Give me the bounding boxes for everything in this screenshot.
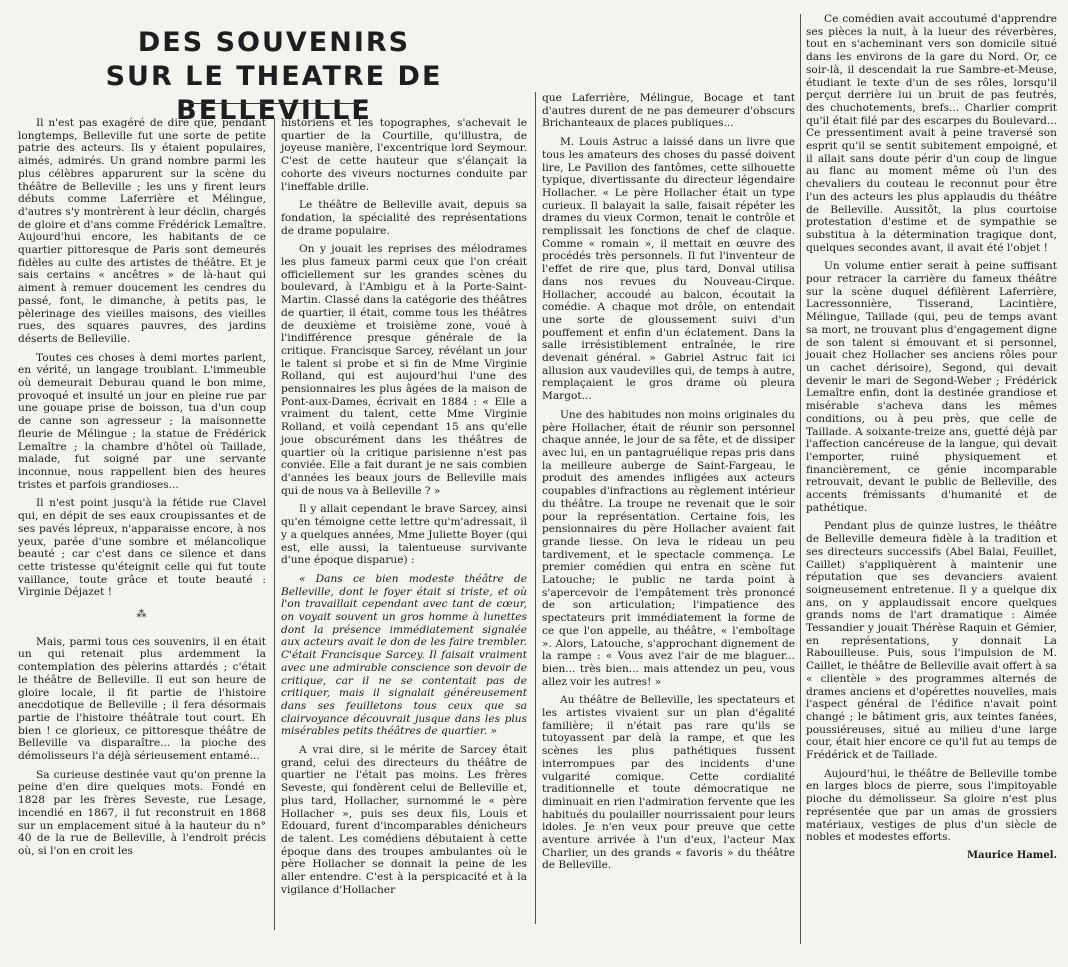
paragraph: Il y allait cependant le brave Sarcey, ainsi qu'en témoigne cette lettre qu'm'adressait, il y a quelques années, Mme Juliette Boyer (qui est, elle aussi, la talentueuse survivante d'une époque disparue) : [281, 503, 527, 567]
paragraph: Le théâtre de Belleville avait, depuis sa fondation, la spécialité des représentations de drame populaire. [281, 199, 527, 237]
paragraph: Au théâtre de Belleville, les spectateurs et les artistes vivaient sur un plan d'égalité familière; il n'était pas rare qu'ils se tutoyassent par delà la rampe, et que les scènes les plus pathétiques fussent interrompues par des incidents d'une vulgarité comique. Cette cordialité traditionnelle et toute démocratique ne diminuait en rien l'admiration fervente que les habitués du poulailler nourrissaient pour leurs idoles. Je n'en veux pour preuve que cette aventure arrivée à l'un d'eux, l'acteur Max Charlier, un des grands « favoris » du théâtre de Belleville. [542, 694, 795, 872]
paragraph: Un volume entier serait à peine suffisant pour retracer la carrière du fameux théâtre sur la scène duquel défilèrent Laferrière, Lacressonnière, Tisserand, Lacintière, Mélingue, Taillade (qui, peu de temps avant sa mort, ne trouvant plus d'engagement digne de son talent si émouvant et si personnel, jouait chez Hollacher ses anciens rôles pour un cachet dérisoire), Segond, qui devait devenir le mari de Segond-Weber ; Frédérick Lemaître enfin, dont la destinée grandiose et misérable s'acheva dans les mêmes conditions, ou à peu près, que celle de Taillade. A soixante-treize ans, guetté déjà par l'affection cancéreuse de la langue, qui devait l'emporter, ruiné physiquement et financièrement, ce génie incomparable retrouvait, devant le public de Belleville, des accents frémissants d'humanité et de pathétique. [806, 260, 1057, 514]
column-4 [806, 13, 1057, 863]
paragraph: Pendant plus de quinze lustres, le théâtre de Belleville demeura fidèle à la tradition et ses directeurs successifs (Abel Balai, Feuillet, Caillet) s'appliquèrent à maintenir une réputation que ses devanciers avaient soigneusement entretenue. Il y a quelque dix ans, on y applaudissait encore quelques grands noms de l'art dramatique : Aimée Tessandier y jouait Thérèse Raquin et Gémier, en représentations, y donnait La Rabouilleuse. Puis, sous l'impulsion de M. Caillet, le théâtre de Belleville avait offert à sa « clientèle » des programmes alternés de drames anciens et d'opérettes nouvelles, mais l'aspect général de l'édifice n'avait point changé ; le bâtiment gris, aux teintes fanées, poussiéreuses, situé au milieu d'une large cour, était hier encore ce qu'il fut au temps de Frédérick et de Taillade. [806, 520, 1057, 762]
paragraph: Il n'est point jusqu'à la fétide rue Clavel qui, en dépit de ses eaux croupissantes et de ses pavés lépreux, n'apparaisse encore, à nos yeux, parée d'une sombre et mélancolique beauté ; car c'est dans ce silence et dans cette tristesse qu'éteignit celle qui fut toute vaillance, toute grâce et toute beauté : Virginie Déjazet ! [18, 497, 266, 599]
paragraph: A vrai dire, si le mérite de Sarcey était grand, celui des directeurs du théâtre de quartier ne l'était pas moins. Les frères Seveste, qui fondèrent celui de Belleville et, plus tard, Hollacher, surnommé le « père Hollacher », puis ses deux fils, Louis et Edouard, furent d'incomparables dénicheurs de talent. Les comédiens débutaient à cette époque dans des troupes ambulantes où le père Hollacher se donnait la peine de les aller entendre. C'est à la perspicacité et à la vigilance d'Hollacher [281, 744, 527, 896]
paragraph: M. Louis Astruc a laissé dans un livre que tous les amateurs des choses du passé doivent lire, Le Pavillon des fantômes, cette silhouette typique, divertissante du directeur légendaire Hollacher. « Le père Hollacher était un type curieux. Il balayait la salle, faisait répéter les drames du vieux Cormon, tenait le contrôle et remplissait les fonctions de chef de claque. Comme « romain », il mettait en œuvre des procédés très personnels. Il fut l'inventeur de l'effet de rire que, plus tard, Donval utilisa dans nos revues du Nouveau-Cirque. Hollacher, accoudé au balcon, écoutait la comédie. A chaque mot drôle, on entendait une sorte de gloussement suivi d'un pouffement et enfin d'un éclatement. Dans la salle irrésistiblement entraînée, le rire devenait général. » Gabriel Astruc fait ici allusion aux vaudevilles qui, de temps à autre, remplaçaient le gros drame où pleura Margot... [542, 136, 795, 403]
quote-paragraph: « Dans ce bien modeste théâtre de Belleville, dont le foyer était si triste, et où l'on travaillait cependant avec tant de cœur, on voyait souvent un gros homme à lunettes dont la présence immédiatement signalée aux acteurs avait le don de les faire trembler. C'était Francisque Sarcey. Il faisait vraiment avec une admirable conscience son devoir de critique, car il ne se contentait pas de critiquer, mais il signalait généreusement dans ses feuilletons tous ceux que sa clairvoyance découvrait jusque dans les plus misérables petits théâtres de quartier. » [281, 572, 527, 738]
column-2 [281, 117, 527, 902]
paragraph: Aujourd'hui, le théâtre de Belleville tombe en larges blocs de pierre, sous l'impitoyable pioche du démolisseur. Sa gloire n'est plus représentée que par un amas de grossiers matériaux, vestiges de plus d'un siècle de nobles et modestes efforts. [806, 767, 1057, 844]
section-separator: ⁂ [136, 609, 148, 621]
paragraph: historiens et les topographes, s'achevait le quartier de la Courtille, qu'illustra, de joyeuse manière, l'excentrique lord Seymour. C'est de cette hauteur que s'élançait la cohorte des viveurs nocturnes conduite par l'ineffable drille. [281, 117, 527, 193]
title-line-2: SUR LE THEATRE DE BELLEVILLE [105, 61, 443, 126]
column-3 [542, 92, 795, 878]
paragraph: Une des habitudes non moins originales du père Hollacher, était de réunir son personnel chaque année, le jour de sa fête, et de dissiper avec lui, en un pantagruélique repas pris dans la meilleure auberge de Saint-Fargeau, le produit des amendes infligées aux acteurs coupables d'infractions au règlement intérieur du théâtre. La troupe ne revenait que le soir pour la représentation. Certaine fois, les pensionnaires du père Hollacher avaient fait grande liesse. On leva le rideau un peu tardivement, et le spectacle commença. Le premier comédien qui entra en scène fut Latouche; le public ne tarda point à s'apercevoir de l'empâtement très prononcé de son articulation; l'impatience des spectateurs prit immédiatement la forme de ce que l'on appelle, au théâtre, « l'emboîtage ». Alors, Latouche, s'approchant dignement de la rampe : « Vous avez l'air de me blaguer... bien... très bien... mais attendez un peu, vous allez voir les autres! » [542, 408, 795, 688]
title-line-1: DES SOUVENIRS [137, 27, 411, 58]
column-divider [274, 118, 275, 930]
paragraph: que Laferrière, Mélingue, Bocage et tant d'autres durent de ne pas demeurer d'obscurs Brichanteaux de places publiques... [542, 92, 795, 130]
title-rule [190, 103, 360, 104]
column-1 [18, 117, 266, 864]
article-title [14, 26, 534, 128]
author-signature: Maurice Hamel. [967, 850, 1057, 861]
paragraph: On y jouait les reprises des mélodrames les plus fameux parmi ceux que l'on créait officiellement sur les grandes scènes du boulevard, à l'Ambigu et à la Porte-Saint-Martin. Classé dans la catégorie des théâtres de quartier, il était, comme tous les théâtres de deuxième et troisième zone, voué à l'indifférence presque générale de la critique. Francisque Sarcey, révélant un jour le talent si probe et si fin de Mme Virginie Rolland, qui est aujourd'hui l'une des pensionnaires les plus âgées de la maison de Pont-aux-Dames, écrivait en 1884 : « Elle a vraiment du talent, cette Mme Virginie Rolland, et voilà cependant 15 ans qu'elle joue obscurément dans les théâtres de quartier où la critique parisienne n'est pas conviée. Elle a fait durant je ne sais combien d'années les beaux jours de Belleville mais qui de nous va à Belleville ? » [281, 243, 527, 497]
paragraph: Sa curieuse destinée vaut qu'on prenne la peine d'en dire quelques mots. Fondé en 1828 par les frères Seveste, rue Lesage, incendié en 1867, il fut reconstruit en 1868 sur un emplacement situé à la hauteur du n° 40 de la rue de Belleville, à l'endroit précis où, si l'on en croit les [18, 768, 266, 857]
paragraph: Toutes ces choses à demi mortes parlent, en vérité, un langage troublant. L'immeuble où demeurait Deburau quand le bon mime, provoqué et insulté un jour en pleine rue par une gouape prise de boisson, tua d'un coup de canne son agresseur ; la maisonnette fleurie de Mélingue ; la statue de Frédérick Lemaître ; la chambre d'hôtel où Taillade, malade, fut soigné par une servante inconnue, nous rappellent bien des heures tristes et parfois grandioses... [18, 351, 266, 491]
paragraph: Mais, parmi tous ces souvenirs, il en était un qui retenait plus ardemment la contemplation des pèlerins attardés ; c'était le théâtre de Belleville. Il eut son heure de gloire locale, il fit partie de l'histoire anecdotique de Belleville ; il fera désormais partie de l'histoire théâtrale tout court. Eh bien ! ce glorieux, ce pittoresque théâtre de Belleville va disparaître... la pioche des démolisseurs l'a déjà sérieusement entamé... [18, 635, 266, 763]
column-divider [800, 14, 801, 944]
paragraph: Il n'est pas exagéré de dire que, pendant longtemps, Belleville fut une sorte de petite patrie des acteurs. Ils y étaient populaires, aimés, admirés. Un grand nombre parmi les plus célèbres apparurent sur la scène du théâtre de Belleville ; les uns y firent leurs débuts comme Laferrière et Mélingue, d'autres s'y montrèrent à leur déclin, chargés de gloire et d'ans comme Frédérick Lemaître. Aujourd'hui encore, les habitants de ce quartier pittoresque de Paris sont demeurés fidèles au culte des artistes de théâtre. Et je sais certains « ancêtres » de là-haut qui aiment à remuer doucement les cendres du passé, font, le dimanche, à petits pas, le pèlerinage des vieilles maisons, des vieilles rues, des squares pauvres, des jardins déserts de Belleville. [18, 117, 266, 345]
column-divider [535, 92, 536, 924]
paragraph: Ce comédien avait accoutumé d'apprendre ses pièces la nuit, à la lueur des réverbères, tout en s'acheminant vers son domicile situé dans les environs de la gare du Nord. Or, ce soir-là, il descendait la rue Sambre-et-Meuse, étudiant le texte d'un de ses rôles, lorsqu'il perçut derrière lui un bruit de pas feutrés, des chuchotements, brefs... Charlier comprit qu'il était filé par des escarpes du Boulevard... Ce pressentiment avait à peine traversé son esprit qu'il se sentit subitement empoigné, et il allait sans doute périr d'un coup de lingue au flanc au moment même où l'un des chevaliers du couteau le reconnut pour être l'un des acteurs les plus applaudis du théâtre de Belleville. Aussitôt, la plus courtoise protestation d'estime et de sympathie se substitua à la détermination tragique dont, quelques secondes avant, il avait été l'objet ! [806, 13, 1057, 254]
